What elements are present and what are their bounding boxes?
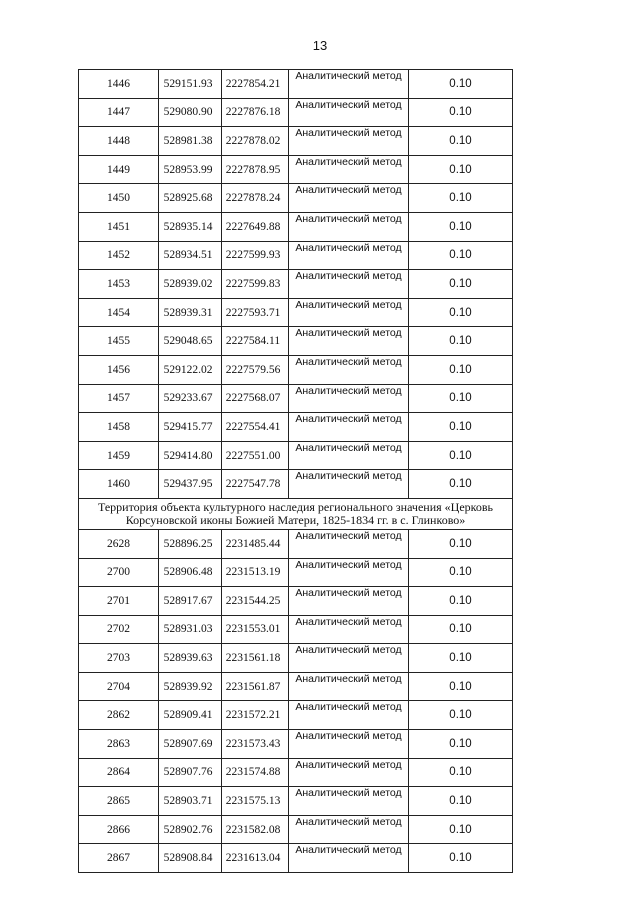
table-row xyxy=(79,212,513,241)
x-coordinate-cell: 528903.71 xyxy=(159,787,222,816)
point-number-cell: 2704 xyxy=(79,672,159,701)
table-row xyxy=(79,327,513,356)
x-coordinate-cell: 528896.25 xyxy=(159,529,222,558)
point-number-cell: 2867 xyxy=(79,844,159,873)
point-number-cell: 1447 xyxy=(79,98,159,127)
point-number-cell: 2702 xyxy=(79,615,159,644)
y-coordinate-cell: 2227568.07 xyxy=(222,384,289,413)
table-row xyxy=(79,587,513,616)
table-row xyxy=(79,184,513,213)
x-coordinate-cell: 529080.90 xyxy=(159,98,222,127)
y-coordinate-cell: 2231573.43 xyxy=(222,730,289,759)
section-header-row xyxy=(79,498,513,529)
method-cell: Аналитический метод xyxy=(289,615,409,644)
y-coordinate-cell: 2227854.21 xyxy=(222,70,289,99)
table-row xyxy=(79,241,513,270)
method-cell: Аналитический метод xyxy=(289,558,409,587)
y-coordinate-cell: 2231513.19 xyxy=(222,558,289,587)
table-row xyxy=(79,815,513,844)
method-cell: Аналитический метод xyxy=(289,672,409,701)
method-cell: Аналитический метод xyxy=(289,787,409,816)
accuracy-cell: 0.10 xyxy=(409,672,513,701)
accuracy-cell: 0.10 xyxy=(409,98,513,127)
x-coordinate-cell: 528939.63 xyxy=(159,644,222,673)
x-coordinate-cell: 528902.76 xyxy=(159,815,222,844)
method-cell: Аналитический метод xyxy=(289,155,409,184)
point-number-cell: 1456 xyxy=(79,355,159,384)
accuracy-cell: 0.10 xyxy=(409,441,513,470)
x-coordinate-cell: 529151.93 xyxy=(159,70,222,99)
accuracy-cell: 0.10 xyxy=(409,701,513,730)
table-row xyxy=(79,529,513,558)
method-cell: Аналитический метод xyxy=(289,529,409,558)
x-coordinate-cell: 528907.76 xyxy=(159,758,222,787)
x-coordinate-cell: 528917.67 xyxy=(159,587,222,616)
point-number-cell: 1454 xyxy=(79,298,159,327)
point-number-cell: 2866 xyxy=(79,815,159,844)
point-number-cell: 1460 xyxy=(79,470,159,499)
x-coordinate-cell: 528909.41 xyxy=(159,701,222,730)
x-coordinate-cell: 529048.65 xyxy=(159,327,222,356)
x-coordinate-cell: 529414.80 xyxy=(159,441,222,470)
y-coordinate-cell: 2227593.71 xyxy=(222,298,289,327)
y-coordinate-cell: 2227554.41 xyxy=(222,413,289,442)
y-coordinate-cell: 2231544.25 xyxy=(222,587,289,616)
point-number-cell: 1459 xyxy=(79,441,159,470)
method-cell: Аналитический метод xyxy=(289,98,409,127)
method-cell: Аналитический метод xyxy=(289,470,409,499)
y-coordinate-cell: 2227599.83 xyxy=(222,270,289,299)
method-cell: Аналитический метод xyxy=(289,441,409,470)
accuracy-cell: 0.10 xyxy=(409,529,513,558)
accuracy-cell: 0.10 xyxy=(409,587,513,616)
accuracy-cell: 0.10 xyxy=(409,355,513,384)
x-coordinate-cell: 528939.92 xyxy=(159,672,222,701)
accuracy-cell: 0.10 xyxy=(409,298,513,327)
point-number-cell: 2863 xyxy=(79,730,159,759)
method-cell: Аналитический метод xyxy=(289,413,409,442)
method-cell: Аналитический метод xyxy=(289,327,409,356)
method-cell: Аналитический метод xyxy=(289,241,409,270)
point-number-cell: 1451 xyxy=(79,212,159,241)
point-number-cell: 2865 xyxy=(79,787,159,816)
accuracy-cell: 0.10 xyxy=(409,730,513,759)
table-row xyxy=(79,413,513,442)
accuracy-cell: 0.10 xyxy=(409,127,513,156)
point-number-cell: 2701 xyxy=(79,587,159,616)
accuracy-cell: 0.10 xyxy=(409,758,513,787)
accuracy-cell: 0.10 xyxy=(409,815,513,844)
accuracy-cell: 0.10 xyxy=(409,384,513,413)
y-coordinate-cell: 2227878.95 xyxy=(222,155,289,184)
method-cell: Аналитический метод xyxy=(289,587,409,616)
y-coordinate-cell: 2231582.08 xyxy=(222,815,289,844)
y-coordinate-cell: 2231575.13 xyxy=(222,787,289,816)
point-number-cell: 1450 xyxy=(79,184,159,213)
x-coordinate-cell: 528935.14 xyxy=(159,212,222,241)
table-row xyxy=(79,98,513,127)
method-cell: Аналитический метод xyxy=(289,844,409,873)
y-coordinate-cell: 2231574.88 xyxy=(222,758,289,787)
point-number-cell: 1455 xyxy=(79,327,159,356)
y-coordinate-cell: 2231553.01 xyxy=(222,615,289,644)
section-header-group xyxy=(79,498,513,529)
table-row xyxy=(79,127,513,156)
method-cell: Аналитический метод xyxy=(289,758,409,787)
x-coordinate-cell: 528908.84 xyxy=(159,844,222,873)
method-cell: Аналитический метод xyxy=(289,127,409,156)
y-coordinate-cell: 2231561.18 xyxy=(222,644,289,673)
x-coordinate-cell: 528939.31 xyxy=(159,298,222,327)
point-number-cell: 1453 xyxy=(79,270,159,299)
point-number-cell: 1452 xyxy=(79,241,159,270)
y-coordinate-cell: 2227551.00 xyxy=(222,441,289,470)
point-number-cell: 2864 xyxy=(79,758,159,787)
accuracy-cell: 0.10 xyxy=(409,787,513,816)
table-row xyxy=(79,155,513,184)
method-cell: Аналитический метод xyxy=(289,815,409,844)
table-row xyxy=(79,615,513,644)
table-row xyxy=(79,701,513,730)
method-cell: Аналитический метод xyxy=(289,270,409,299)
table-row xyxy=(79,672,513,701)
method-cell: Аналитический метод xyxy=(289,384,409,413)
accuracy-cell: 0.10 xyxy=(409,70,513,99)
coordinates-table-body-a xyxy=(79,70,513,499)
table-row xyxy=(79,270,513,299)
x-coordinate-cell: 528906.48 xyxy=(159,558,222,587)
point-number-cell: 1448 xyxy=(79,127,159,156)
accuracy-cell: 0.10 xyxy=(409,644,513,673)
y-coordinate-cell: 2227599.93 xyxy=(222,241,289,270)
table-row xyxy=(79,558,513,587)
x-coordinate-cell: 528953.99 xyxy=(159,155,222,184)
point-number-cell: 2628 xyxy=(79,529,159,558)
point-number-cell: 2862 xyxy=(79,701,159,730)
x-coordinate-cell: 528939.02 xyxy=(159,270,222,299)
method-cell: Аналитический метод xyxy=(289,184,409,213)
y-coordinate-cell: 2227579.56 xyxy=(222,355,289,384)
y-coordinate-cell: 2227649.88 xyxy=(222,212,289,241)
section-title: Территория объекта культурного наследия регионального значения «Церковь Корсуновской иконы Божией Матери, 1825-1834 гг. в с. Глинково» xyxy=(79,498,513,529)
page-number: 13 xyxy=(312,38,328,53)
accuracy-cell: 0.10 xyxy=(409,413,513,442)
method-cell: Аналитический метод xyxy=(289,644,409,673)
x-coordinate-cell: 529233.67 xyxy=(159,384,222,413)
method-cell: Аналитический метод xyxy=(289,355,409,384)
y-coordinate-cell: 2231485.44 xyxy=(222,529,289,558)
y-coordinate-cell: 2227584.11 xyxy=(222,327,289,356)
accuracy-cell: 0.10 xyxy=(409,844,513,873)
accuracy-cell: 0.10 xyxy=(409,470,513,499)
y-coordinate-cell: 2231572.21 xyxy=(222,701,289,730)
coordinates-table-body-b xyxy=(79,529,513,872)
table-row xyxy=(79,844,513,873)
x-coordinate-cell: 528981.38 xyxy=(159,127,222,156)
accuracy-cell: 0.10 xyxy=(409,327,513,356)
y-coordinate-cell: 2227547.78 xyxy=(222,470,289,499)
method-cell: Аналитический метод xyxy=(289,70,409,99)
table-row xyxy=(79,758,513,787)
table-row xyxy=(79,644,513,673)
accuracy-cell: 0.10 xyxy=(409,241,513,270)
x-coordinate-cell: 529415.77 xyxy=(159,413,222,442)
point-number-cell: 1449 xyxy=(79,155,159,184)
x-coordinate-cell: 528934.51 xyxy=(159,241,222,270)
point-number-cell: 2700 xyxy=(79,558,159,587)
table-row xyxy=(79,70,513,99)
table-row xyxy=(79,441,513,470)
method-cell: Аналитический метод xyxy=(289,730,409,759)
accuracy-cell: 0.10 xyxy=(409,155,513,184)
table-row xyxy=(79,470,513,499)
point-number-cell: 1457 xyxy=(79,384,159,413)
x-coordinate-cell: 529122.02 xyxy=(159,355,222,384)
y-coordinate-cell: 2231561.87 xyxy=(222,672,289,701)
x-coordinate-cell: 529437.95 xyxy=(159,470,222,499)
table-row xyxy=(79,355,513,384)
x-coordinate-cell: 528925.68 xyxy=(159,184,222,213)
x-coordinate-cell: 528931.03 xyxy=(159,615,222,644)
point-number-cell: 2703 xyxy=(79,644,159,673)
accuracy-cell: 0.10 xyxy=(409,615,513,644)
table-row xyxy=(79,730,513,759)
y-coordinate-cell: 2231613.04 xyxy=(222,844,289,873)
accuracy-cell: 0.10 xyxy=(409,558,513,587)
accuracy-cell: 0.10 xyxy=(409,212,513,241)
point-number-cell: 1458 xyxy=(79,413,159,442)
y-coordinate-cell: 2227878.02 xyxy=(222,127,289,156)
y-coordinate-cell: 2227876.18 xyxy=(222,98,289,127)
accuracy-cell: 0.10 xyxy=(409,184,513,213)
y-coordinate-cell: 2227878.24 xyxy=(222,184,289,213)
x-coordinate-cell: 528907.69 xyxy=(159,730,222,759)
method-cell: Аналитический метод xyxy=(289,701,409,730)
coordinates-table xyxy=(78,69,513,873)
accuracy-cell: 0.10 xyxy=(409,270,513,299)
method-cell: Аналитический метод xyxy=(289,212,409,241)
table-row xyxy=(79,384,513,413)
table-row xyxy=(79,298,513,327)
method-cell: Аналитический метод xyxy=(289,298,409,327)
point-number-cell: 1446 xyxy=(79,70,159,99)
table-row xyxy=(79,787,513,816)
